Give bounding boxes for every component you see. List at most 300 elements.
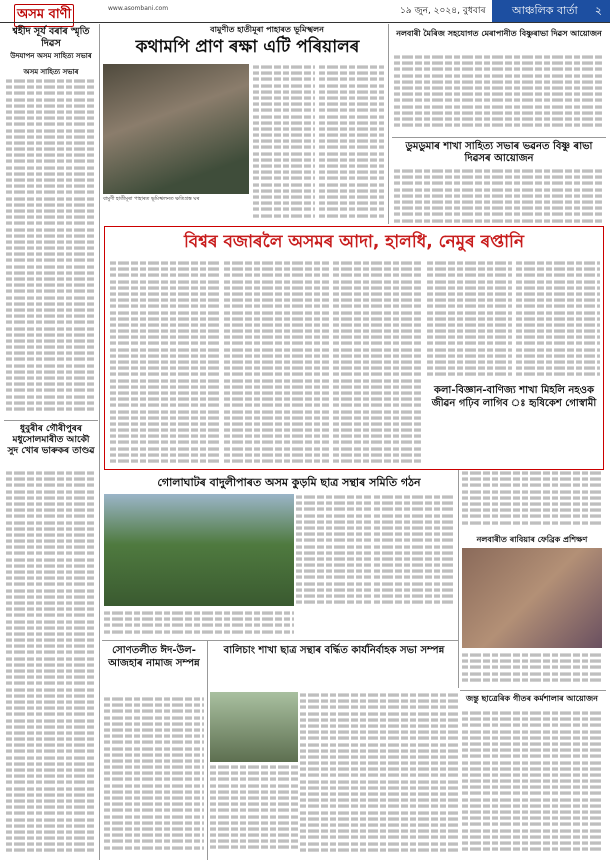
- text-line: [6, 352, 96, 355]
- text-line: [6, 302, 96, 305]
- text-line: [110, 404, 220, 407]
- text-line: [110, 261, 220, 264]
- text-line: [516, 317, 600, 320]
- text-line: [516, 261, 600, 264]
- text-line: [224, 398, 329, 401]
- text-line: [224, 428, 329, 431]
- text-line: [300, 792, 378, 795]
- bottom-center-body-1: [300, 692, 378, 856]
- text-line: [6, 265, 96, 268]
- text-line: [110, 286, 220, 289]
- text-line: [104, 778, 204, 781]
- text-line: [300, 842, 378, 845]
- text-line: [6, 577, 96, 580]
- text-line: [6, 228, 96, 231]
- text-line: [253, 214, 315, 217]
- text-line: [462, 724, 602, 727]
- left-top-subhead: উদযাপন অসম সাহিত্য সভাৰ: [10, 52, 92, 60]
- text-line: [6, 768, 96, 771]
- text-line: [296, 526, 371, 529]
- text-line: [110, 274, 220, 277]
- page-number: ২: [594, 4, 602, 17]
- text-line: [333, 459, 423, 462]
- text-line: [300, 786, 378, 789]
- text-line: [6, 731, 96, 734]
- text-line: [374, 539, 454, 542]
- text-line: [6, 478, 96, 481]
- text-line: [6, 818, 96, 821]
- text-line: [6, 154, 96, 157]
- text-line: [110, 447, 220, 450]
- text-line: [319, 202, 384, 205]
- text-line: [333, 391, 423, 394]
- text-line: [394, 93, 604, 96]
- text-line: [296, 563, 371, 566]
- text-line: [210, 778, 298, 781]
- text-line: [333, 323, 423, 326]
- text-line: [462, 749, 602, 752]
- text-line: [224, 410, 329, 413]
- text-line: [380, 768, 458, 771]
- text-line: [253, 127, 315, 130]
- text-line: [462, 755, 602, 758]
- text-line: [319, 140, 384, 143]
- text-line: [6, 719, 96, 722]
- text-line: [394, 188, 604, 191]
- text-line: [394, 55, 604, 58]
- text-line: [6, 812, 96, 815]
- text-line: [104, 827, 204, 830]
- bottom-right-headline: জন্তু ছাত্ৰেৰিক গীতৰ কৰ্মশালাৰ আয়োজন: [466, 694, 598, 703]
- text-line: [319, 127, 384, 130]
- text-line: [104, 834, 204, 837]
- text-line: [462, 848, 602, 851]
- top-center-body-1: [253, 64, 315, 224]
- text-line: [6, 315, 96, 318]
- text-line: [296, 582, 371, 585]
- text-line: [210, 803, 298, 806]
- text-line: [333, 336, 423, 339]
- text-line: [462, 835, 602, 838]
- text-line: [110, 410, 220, 413]
- text-line: [394, 99, 604, 102]
- text-line: [224, 317, 329, 320]
- text-line: [427, 336, 512, 339]
- text-line: [6, 509, 96, 512]
- text-line: [210, 827, 298, 830]
- text-line: [319, 208, 384, 211]
- text-line: [110, 428, 220, 431]
- text-line: [427, 280, 512, 283]
- text-line: [394, 213, 604, 216]
- text-line: [300, 706, 378, 709]
- text-line: [210, 821, 298, 824]
- column-divider: [99, 24, 100, 860]
- text-line: [104, 747, 204, 750]
- text-line: [224, 373, 329, 376]
- text-line: [333, 441, 423, 444]
- text-line: [374, 557, 454, 560]
- text-line: [224, 299, 329, 302]
- text-line: [300, 799, 378, 802]
- text-line: [300, 768, 378, 771]
- text-line: [394, 200, 604, 203]
- text-line: [104, 765, 204, 768]
- text-line: [374, 551, 454, 554]
- text-line: [374, 563, 454, 566]
- text-line: [516, 367, 600, 370]
- text-line: [253, 171, 315, 174]
- masthead-logo: অসম বাণী: [14, 4, 86, 22]
- text-line: [380, 761, 458, 764]
- text-line: [6, 197, 96, 200]
- section-rule: [460, 690, 606, 691]
- text-line: [253, 202, 315, 205]
- text-line: [224, 416, 329, 419]
- text-line: [462, 478, 602, 481]
- text-line: [427, 268, 512, 271]
- text-line: [6, 546, 96, 549]
- text-line: [6, 389, 96, 392]
- text-line: [333, 311, 423, 314]
- text-line: [6, 209, 96, 212]
- text-line: [110, 280, 220, 283]
- text-line: [516, 354, 600, 357]
- text-line: [300, 712, 378, 715]
- text-line: [224, 441, 329, 444]
- text-line: [6, 321, 96, 324]
- text-line: [380, 712, 458, 715]
- text-line: [210, 790, 298, 793]
- text-line: [394, 86, 604, 89]
- bottom-left-body: [104, 696, 204, 856]
- text-line: [224, 422, 329, 425]
- training-photo: [462, 548, 602, 648]
- text-line: [210, 840, 298, 843]
- text-line: [6, 79, 96, 82]
- text-line: [6, 707, 96, 710]
- text-line: [110, 391, 220, 394]
- text-line: [6, 595, 96, 598]
- text-line: [516, 311, 600, 314]
- text-line: [210, 809, 298, 812]
- text-line: [319, 146, 384, 149]
- text-line: [462, 798, 602, 801]
- text-line: [333, 280, 423, 283]
- text-line: [104, 722, 204, 725]
- text-line: [394, 194, 604, 197]
- left-top-body: [6, 78, 96, 418]
- column-divider: [458, 470, 459, 688]
- text-line: [516, 268, 600, 271]
- text-line: [380, 805, 458, 808]
- text-line: [333, 404, 423, 407]
- text-line: [333, 373, 423, 376]
- text-line: [380, 743, 458, 746]
- text-line: [6, 836, 96, 839]
- text-line: [110, 360, 220, 363]
- text-line: [296, 551, 371, 554]
- text-line: [300, 693, 378, 696]
- text-line: [6, 327, 96, 330]
- text-line: [516, 274, 600, 277]
- text-line: [462, 660, 602, 663]
- text-line: [110, 441, 220, 444]
- right-mid-headline: নলবাৰীত ৰাবিয়াৰ ফেব্ৰিক প্ৰশিক্ষণ: [476, 535, 588, 544]
- text-line: [374, 520, 454, 523]
- text-line: [380, 749, 458, 752]
- text-line: [380, 706, 458, 709]
- bottom-right-body: [462, 710, 602, 856]
- text-line: [319, 164, 384, 167]
- text-line: [427, 342, 512, 345]
- lead-body-4: [427, 260, 512, 380]
- text-line: [6, 308, 96, 311]
- text-line: [296, 576, 371, 579]
- text-line: [380, 799, 458, 802]
- text-line: [6, 762, 96, 765]
- text-line: [253, 109, 315, 112]
- text-line: [462, 810, 602, 813]
- text-line: [394, 169, 604, 172]
- text-line: [210, 796, 298, 799]
- text-line: [462, 792, 602, 795]
- text-line: [6, 166, 96, 169]
- lead-headline: বিশ্বৰ বজাৰলৈ অসমৰ আদা, হালধি, নেমুৰ ৰপ্তানি: [183, 232, 525, 252]
- text-line: [427, 329, 512, 332]
- text-line: [6, 849, 96, 852]
- text-line: [333, 447, 423, 450]
- text-line: [110, 336, 220, 339]
- text-line: [104, 741, 204, 744]
- text-line: [224, 379, 329, 382]
- text-line: [6, 601, 96, 604]
- text-line: [300, 749, 378, 752]
- text-line: [104, 710, 204, 713]
- photo-caption: বামুণী হাতীমূৰা পাহাৰত ভূমিস্খলনত ক্ষতিগ্ৰস্ত ঘৰ: [103, 196, 200, 202]
- top-center-headline: কথামপি প্ৰাণ ৰক্ষা এটি পৰিয়ালৰ: [135, 37, 360, 57]
- right-mid-body: [462, 652, 602, 688]
- text-line: [319, 84, 384, 87]
- text-line: [300, 805, 378, 808]
- left-mid-headline: ধুবুৰীৰ গৌৰীপুৰৰ মধুসোলমাৰীত আকৌ সুদ খোৰ ভাৰুকৰ তাণ্ডৱ: [7, 424, 95, 456]
- text-line: [104, 618, 294, 621]
- text-line: [300, 724, 378, 727]
- bottom-left-headline: সোণতলীত ঈদ-উল-আজহাৰ নামাজ সম্পন্ন: [108, 645, 200, 669]
- lead-body-3: [333, 260, 423, 466]
- text-line: [253, 158, 315, 161]
- text-line: [6, 620, 96, 623]
- text-line: [462, 653, 602, 656]
- text-line: [6, 663, 96, 666]
- issue-date: ১৯ জুন, ২০২৪, বুধবাৰ: [400, 6, 486, 16]
- text-line: [296, 601, 371, 604]
- text-line: [253, 133, 315, 136]
- text-line: [6, 110, 96, 113]
- text-line: [6, 135, 96, 138]
- text-line: [224, 311, 329, 314]
- text-line: [104, 803, 204, 806]
- top-right-1-headline: নলবাৰী মৈৰিজ সহযোগত মেৰাপানীত বিষ্ণুৰাভা দিৱস আয়োজন: [396, 29, 602, 38]
- text-line: [427, 360, 512, 363]
- text-line: [462, 742, 602, 745]
- text-line: [462, 502, 602, 505]
- text-line: [6, 222, 96, 225]
- text-line: [300, 848, 378, 851]
- text-line: [253, 90, 315, 93]
- text-line: [462, 736, 602, 739]
- lead-body-1: [110, 260, 220, 466]
- text-line: [6, 203, 96, 206]
- text-line: [104, 809, 204, 812]
- text-line: [6, 830, 96, 833]
- text-line: [253, 177, 315, 180]
- text-line: [6, 793, 96, 796]
- text-line: [6, 806, 96, 809]
- text-line: [224, 435, 329, 438]
- text-line: [333, 342, 423, 345]
- text-line: [333, 299, 423, 302]
- text-line: [110, 268, 220, 271]
- text-line: [374, 526, 454, 529]
- text-line: [6, 737, 96, 740]
- text-line: [300, 836, 378, 839]
- text-line: [6, 645, 96, 648]
- text-line: [224, 329, 329, 332]
- text-line: [516, 286, 600, 289]
- text-line: [6, 364, 96, 367]
- text-line: [253, 72, 315, 75]
- text-line: [6, 339, 96, 342]
- section-title: আঞ্চলিক বাৰ্তা: [512, 4, 578, 17]
- text-line: [333, 286, 423, 289]
- text-line: [296, 570, 371, 573]
- text-line: [380, 737, 458, 740]
- text-line: [6, 383, 96, 386]
- text-line: [319, 72, 384, 75]
- text-line: [110, 311, 220, 314]
- text-line: [380, 731, 458, 734]
- text-line: [253, 140, 315, 143]
- text-line: [210, 846, 298, 849]
- text-line: [333, 453, 423, 456]
- text-line: [253, 121, 315, 124]
- text-line: [6, 657, 96, 660]
- text-line: [6, 259, 96, 262]
- text-line: [224, 280, 329, 283]
- text-line: [6, 484, 96, 487]
- text-line: [253, 65, 315, 68]
- text-line: [394, 182, 604, 185]
- text-line: [6, 172, 96, 175]
- text-line: [333, 348, 423, 351]
- text-line: [253, 78, 315, 81]
- text-line: [6, 843, 96, 846]
- text-line: [110, 354, 220, 357]
- text-line: [427, 348, 512, 351]
- text-line: [380, 718, 458, 721]
- text-line: [224, 286, 329, 289]
- text-line: [319, 65, 384, 68]
- text-line: [462, 484, 602, 487]
- text-line: [104, 624, 294, 627]
- text-line: [6, 147, 96, 150]
- text-line: [6, 552, 96, 555]
- text-line: [6, 756, 96, 759]
- text-line: [6, 781, 96, 784]
- text-line: [462, 678, 602, 681]
- text-line: [516, 342, 600, 345]
- text-line: [104, 759, 204, 762]
- text-line: [6, 527, 96, 530]
- text-line: [6, 98, 96, 101]
- left-top-prefix: অসম সাহিত্য সভাৰ: [23, 68, 79, 76]
- text-line: [224, 360, 329, 363]
- text-line: [6, 496, 96, 499]
- text-line: [516, 305, 600, 308]
- text-line: [380, 830, 458, 833]
- text-line: [104, 815, 204, 818]
- text-line: [380, 842, 458, 845]
- text-line: [253, 115, 315, 118]
- text-line: [427, 274, 512, 277]
- text-line: [374, 576, 454, 579]
- text-line: [300, 823, 378, 826]
- text-line: [104, 846, 204, 849]
- text-line: [333, 385, 423, 388]
- text-line: [319, 109, 384, 112]
- text-line: [516, 292, 600, 295]
- text-line: [380, 724, 458, 727]
- text-line: [6, 86, 96, 89]
- text-line: [110, 305, 220, 308]
- text-line: [300, 830, 378, 833]
- text-line: [333, 274, 423, 277]
- text-line: [224, 354, 329, 357]
- text-line: [462, 829, 602, 832]
- text-line: [374, 533, 454, 536]
- text-line: [427, 299, 512, 302]
- top-right-2-body: [394, 168, 604, 224]
- text-line: [224, 342, 329, 345]
- text-line: [6, 570, 96, 573]
- text-line: [6, 123, 96, 126]
- text-line: [374, 545, 454, 548]
- text-line: [6, 117, 96, 120]
- text-line: [6, 725, 96, 728]
- text-line: [427, 286, 512, 289]
- lead-body-2: [224, 260, 329, 466]
- text-line: [6, 376, 96, 379]
- text-line: [333, 435, 423, 438]
- text-line: [333, 422, 423, 425]
- text-line: [300, 817, 378, 820]
- text-line: [6, 688, 96, 691]
- text-line: [394, 80, 604, 83]
- text-line: [427, 292, 512, 295]
- text-line: [6, 471, 96, 474]
- text-line: [110, 373, 220, 376]
- text-line: [6, 651, 96, 654]
- text-line: [104, 784, 204, 787]
- text-line: [104, 821, 204, 824]
- text-line: [462, 773, 602, 776]
- text-line: [462, 730, 602, 733]
- text-line: [319, 78, 384, 81]
- text-line: [296, 514, 371, 517]
- text-line: [6, 160, 96, 163]
- text-line: [380, 811, 458, 814]
